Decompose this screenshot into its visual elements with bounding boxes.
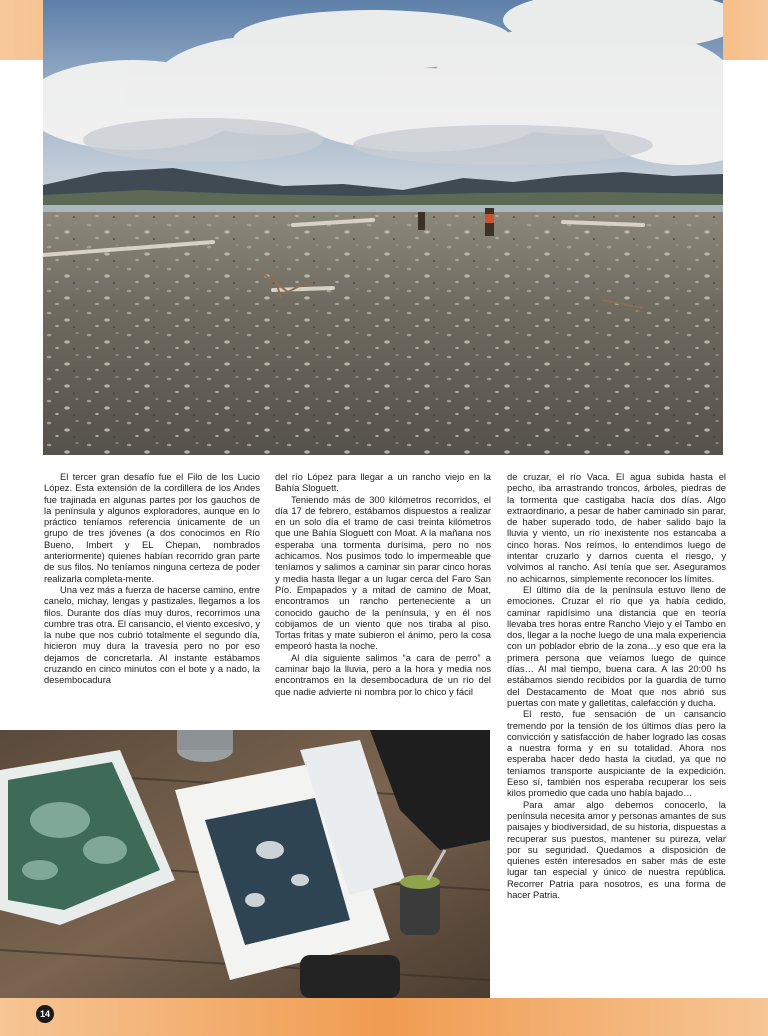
page-number: 14: [36, 1005, 54, 1023]
paragraph: Al día siguiente salimos “a cara de perro” a caminar bajo la lluvia, pero a la hora y media nos encontramos en la desembocadura de un río del que nadie advierte ni nombra por lo chico y fácil: [275, 652, 491, 697]
paragraph: Para amar algo debemos conocerlo, la península necesita amor y personas amantes de sus paisajes y biodiversidad, de su historia, dispuestas a recuperar sus puestos, mantener su pureza, velar por su seguridad. Quedamos a disposición de quienes estén interesados en saber más de este lugar tan especial y único de nuestra república. Recorrer Patria para nosotros, es una forma de hacer Patria.: [507, 799, 726, 900]
paragraph: Una vez más a fuerza de hacerse camino, entre canelo, michay, lengas y pastizales, llegamos a los filos. Durante dos días muy duros, recorrimos una cumbre tras otra. El cansancio, el viento excesivo, y la nube que nos cubrió totalmente el segundo día, hicieron muy dura la travesía pero no por eso dejamos de concretarla. Al instante estábamos cruzando en cinco minutos con el bote y a nado, la desembocadura: [44, 584, 260, 686]
article-column-1: [44, 472, 260, 687]
paragraph: El resto, fue sensación de un cansancio tremendo por la tensión de los últimos días pero la convicción y satisfacción de haber logrado las cosas a nuestra forma y en su totalidad. Ahora nos esperaba hacer dedo hasta la ciudad, ya que no teníamos transporte auspiciante de la expedición. Eeso sí, también nos esperaba recuperar los seis kilos promedio que cada uno había bajado…: [507, 709, 726, 799]
paragraph: El último día de la península estuvo lleno de emociones. Cruzar el río que ya había cedido, caminar rapidísimo una distancia que en teoría llevaba tres horas entre Rancho Viejo y el Tambo en dos, llegar a la noche luego de una mala experiencia con un poblador ebrio de la zona…y eso que era la primera persona que veíamos luego de quince días… Al mal tiempo, buena cara. A las 20:00 hs estábamos siendo recibidos por la guardia de turno del Destacamento de Moat que nos abrió sus puertas con mate y galletitas, calefacción y ducha.: [507, 584, 726, 708]
paragraph: del río López para llegar a un rancho viejo en la Bahía Sloguett.: [275, 472, 491, 494]
paragraph: Teniendo más de 300 kilómetros recorridos, el día 17 de febrero, estábamos dispuestos a realizar en un solo día el tramo de casi treinta kilómetros que une Bahía Sloguett con Moat. A la mañana nos esperaba una tormenta durísima, pero no nos achicamos. Nos pusimos todo lo impermeable que teníamos y salimos a caminar sin parar cinco horas y media hasta llegar a un lugar cerca del Faro San Pío. Empapados y a mitad de camino de Moat, encontramos un rancho perteneciente a un conocido gaucho de la península, y en él nos cobijamos de un viento que nos tiraba al piso. Tortas fritas y mate subieron el ánimo, pero la cosa empeoró hasta la noche.: [275, 494, 491, 652]
footer-color-band: [0, 998, 768, 1036]
landscape-photo: [43, 0, 723, 455]
paragraph: El tercer gran desafío fue el Filo de los Lucio López. Esta extensión de la cordillera de los Andes fue trajinada en algunas partes por los gauchos de la península y algunos exploradores, aunque en lo práctico teníamos referencia únicamente de un grupo de tres jóvenes (a dos conocimos en Río Bueno, Imbert y EL Chepan, nombrados anteriormente) quienes habían recorrido gran parte de sus filos. No teníamos ninguna certeza de poder realizarla completa-mente.: [44, 472, 260, 584]
maps-and-mate-photo: [0, 730, 490, 998]
article-column-2: [275, 472, 491, 698]
article-column-3: [507, 472, 726, 901]
paragraph: de cruzar, el río Vaca. El agua subida hasta el pecho, iba arrastrando troncos, árboles, piedras de la tormenta que castigaba hacía dos días. Algo extraordinario, a pesar de haber caminado sin parar, de haber superado todo, de haber salido bajo la lluvia y viento, un río inexistente nos estancaba a cinco horas. Nos reímos, lo entendimos luego de intentar cruzarlo y darnos cuenta el riesgo, y volvimos al rancho. Así tenía que ser. Aseguramos no achicarnos, simplemente reconocer los límites.: [507, 472, 726, 584]
